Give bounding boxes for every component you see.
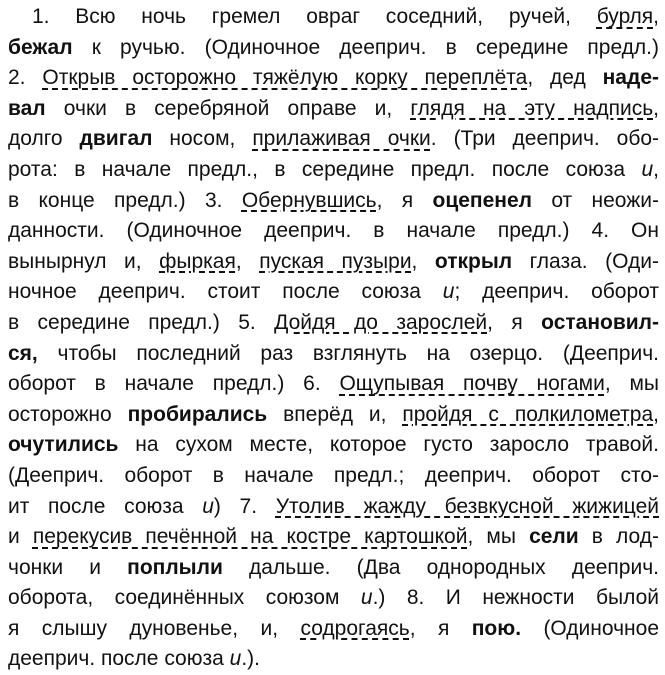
bold-predicate: остановил- [541,310,659,334]
underlined-participle: содрогаясь [300,616,410,640]
text-line [8,186,659,217]
text-segment: 2. [8,66,43,90]
text-segment: , [653,96,659,120]
underlined-participle: Утолив жажду безвкусной жижицей [275,494,659,518]
text-line [8,492,659,523]
text-segment: , я [487,310,542,334]
bold-predicate: оцепенел [432,188,532,212]
underlined-participle: перекусив печённой на костре картошкой [32,525,468,549]
text-segment: от неожи- [531,188,659,212]
text-segment: 1. Всю ночь гремел овраг соседний, ручей, [32,5,597,28]
text-segment: .) 8. И нежности былой [372,586,659,610]
italic-conjunction: и [442,280,455,304]
text-segment: в середине предл.) 5. [8,310,275,334]
text-line [8,94,659,125]
text-segment: ит после союза [8,494,203,518]
text-segment: , дед [527,66,603,90]
underlined-participle: глядя на эту надпись [410,96,654,120]
text-segment: в конце предл.) 3. [8,188,242,212]
text-segment: ) 7. [213,494,276,518]
text-line [8,247,659,278]
bold-predicate: бежал [8,35,73,59]
bold-predicate: пробирались [127,402,268,426]
text-segment: , я [409,616,472,640]
bold-predicate: открыл [434,249,513,273]
text-segment: оборот в начале предл.) 6. [8,372,340,396]
bold-predicate: ся, [8,341,38,365]
text-line [8,155,659,186]
text-line [8,583,659,614]
text-segment: ; дееприч. оборот [454,280,660,304]
text-segment: вынырнул и, [8,249,160,273]
text-segment: долго [8,127,80,151]
underlined-participle: Ощупывая почву ногами [339,372,605,396]
underlined-participle: Открыв осторожно тяжёлую корку переплёта [42,66,528,90]
text-line [8,2,659,33]
underlined-participle: Дойдя до зарослей [274,310,488,334]
text-segment: вперёд и, [267,402,403,426]
text-segment: ночное дееприч. стоит после союза [8,280,443,304]
italic-conjunction: и [202,494,214,518]
text-segment: (Дееприч. оборот в начале предл.; дееприч. оборот сто- [8,463,659,487]
underlined-participle: бурля [596,5,654,28]
underlined-participle: пройдя с полкилометра [402,402,654,426]
text-segment: , я [376,188,433,212]
text-segment: носом, [152,127,253,151]
text-segment: в лод- [578,525,659,549]
italic-conjunction: и [641,157,654,181]
text-segment: к ручью. (Одиночное дееприч. в середине предл.) [72,35,659,59]
text-line [8,369,659,400]
text-segment: на сухом месте, которое густо заросло травой. [118,433,659,457]
text-segment: чонки и [8,555,128,579]
text-segment: , [411,249,435,273]
text-segment: , мы [467,525,530,549]
bold-predicate: поплыли [127,555,223,579]
bold-predicate: вал [8,96,46,120]
text-segment: , [653,5,659,28]
text-line [8,614,659,645]
text-segment: рота: в начале предл., в середине предл. после союза [8,157,642,181]
text-segment: осторожно [8,402,128,426]
text-segment: очки в серебряной оправе и, [45,96,411,120]
text-line [8,339,659,370]
text-segment: чтобы последний раз взглянуть на озерцо. (Дееприч. [37,341,659,365]
text-line [8,124,659,155]
text-segment: оборота, соединённых союзом [8,586,361,610]
italic-conjunction: и [360,586,373,610]
bold-predicate: пою. [471,616,522,640]
text-segment: дееприч. после союза [8,647,230,671]
text-segment: , [653,157,659,181]
underlined-participle: пуская пузыри [259,249,412,273]
underlined-participle: фыркая [159,249,236,273]
text-segment: , [653,402,659,426]
bold-predicate: двигал [79,127,153,151]
text-segment: я слышу дуновенье, и, [8,616,301,640]
bold-predicate: наде- [602,66,659,90]
underlined-participle: Обернувшись [241,188,377,212]
text-line [8,461,659,492]
text-line [8,430,659,461]
text-line [8,277,659,308]
text-line [8,216,659,247]
text-segment: . (Три дееприч. обо- [430,127,660,151]
italic-conjunction: и [229,647,242,671]
text-line [8,33,659,64]
text-line [8,644,659,675]
text-segment: , мы [604,372,660,396]
text-segment: данности. (Одиночное дееприч. в начале предл.) 4. Он [8,219,659,243]
text-segment: и [8,525,33,549]
text-line [8,522,659,553]
text-segment: дальше. (Два однородных дееприч. [222,555,659,579]
text-segment: глаза. (Оди- [512,249,659,273]
text-segment: (Одиночное [521,616,660,640]
text-line [8,400,659,431]
text-line [8,553,659,584]
text-line [8,308,659,339]
text-segment: , [235,249,260,273]
text-line [8,63,659,94]
bold-predicate: сели [529,525,579,549]
text-segment: .). [241,647,260,671]
underlined-participle: прилаживая очки [252,127,431,151]
bold-predicate: очутились [8,433,119,457]
